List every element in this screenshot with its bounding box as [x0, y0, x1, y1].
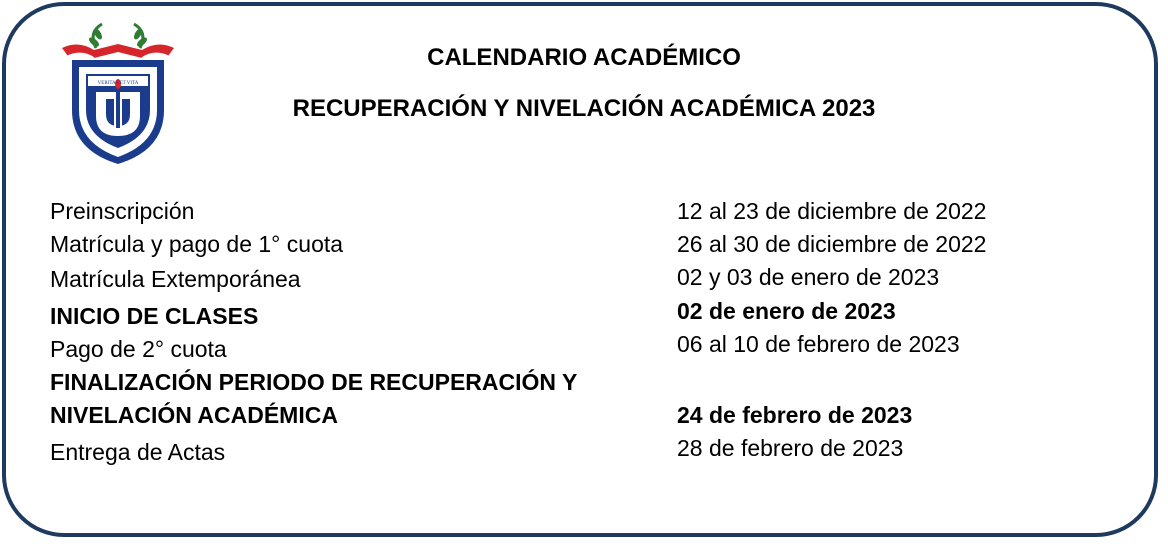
schedule-label-preinscripcion: Preinscripción	[50, 198, 195, 224]
university-logo	[58, 18, 178, 168]
logo-motto: VERITAS ET VITA	[97, 81, 139, 86]
schedule-date-matricula-extemporanea: 02 y 03 de enero de 2023	[677, 264, 940, 290]
schedule-label-matricula-extemporanea: Matrícula Extemporánea	[50, 266, 301, 292]
page-subtitle: RECUPERACIÓN Y NIVELACIÓN ACADÉMICA 2023	[292, 95, 876, 122]
schedule-date-finalizacion: 24 de febrero de 2023	[677, 402, 913, 428]
page-title: CALENDARIO ACADÉMICO	[427, 44, 741, 71]
schedule-label-pago-segunda-cuota: Pago de 2° cuota	[50, 336, 227, 362]
schedule-label-finalizacion-line2: NIVELACIÓN ACADÉMICA	[50, 402, 338, 428]
schedule-date-preinscripcion: 12 al 23 de diciembre de 2022	[677, 198, 987, 224]
schedule-label-finalizacion-line1: FINALIZACIÓN PERIODO DE RECUPERACIÓN Y	[50, 369, 578, 395]
schedule-label-entrega-actas: Entrega de Actas	[50, 439, 226, 465]
schedule-date-matricula: 26 al 30 de diciembre de 2022	[677, 231, 987, 257]
schedule-date-pago-segunda-cuota: 06 al 10 de febrero de 2023	[677, 331, 960, 357]
schedule-label-inicio-clases: INICIO DE CLASES	[50, 303, 259, 329]
schedule-date-inicio-clases: 02 de enero de 2023	[677, 298, 896, 324]
schedule-date-entrega-actas: 28 de febrero de 2023	[677, 435, 904, 461]
schedule-label-matricula: Matrícula y pago de 1° cuota	[50, 231, 344, 257]
